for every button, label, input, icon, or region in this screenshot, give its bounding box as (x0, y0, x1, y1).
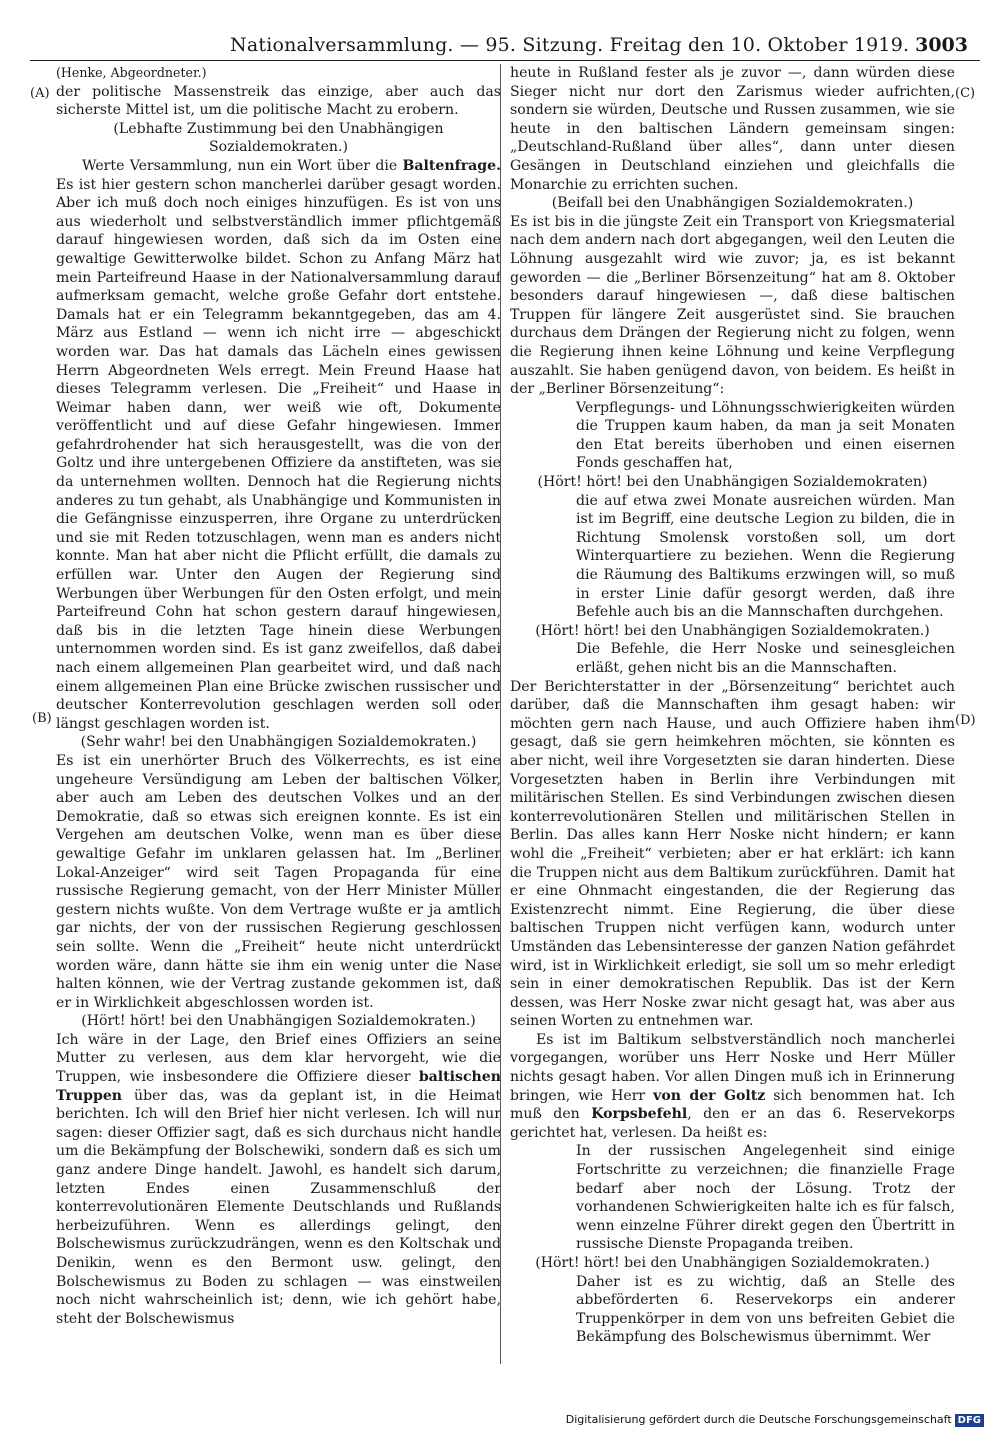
reaction: (Hört! hört! bei den Unabhängigen Sozialdemokraten.) (535, 622, 930, 639)
left-column (56, 64, 501, 1364)
quotation: Die Befehle, die Herr Noske und seinesgleichen erläßt, gehen nicht bis an die Mannschaften. (576, 641, 955, 676)
funding-notice (566, 1413, 984, 1427)
column-divider (500, 64, 501, 1364)
reaction: (Hört! hört! bei den Unabhängigen Sozialdemokraten) (537, 474, 928, 491)
bold-text: Korpsbefehl (591, 1106, 688, 1123)
paragraph (56, 157, 501, 733)
paragraph (510, 1031, 955, 1143)
quotation: Verpflegungs- und Löhnungsschwierigkeiten würden die Truppen kaum haben, da man ja seit Monaten den Etat bereits überhoben und einen eisernen Fonds geschaffen hat, (576, 399, 955, 472)
margin-mark-c: (C) (955, 86, 976, 101)
quotation: die auf etwa zwei Monate ausreichen würden. Man ist im Begriff, eine deutsche Legion zu bilden, die in Richtung Smolensk vorstoßen soll, um dort Winterquartiere zu beziehen. Wenn die Regierung die Räumung des Baltikums erzwingen will, so muß in erster Linie dafür gesorgt werden, daß ihre Befehle auch bis an die Mannschaften durchgehen. (576, 492, 955, 621)
quotation: In der russischen Angelegenheit sind einige Fortschritte zu verzeichnen; die finanzielle Frage bedarf aber noch der Lösung. Trotz der vorhandenen Schwierigkeiten halte ich es für falsch, wenn einzelne Führer direkt gegen den Übertritt in russische Dienste Propaganda treiben. (576, 1143, 955, 1253)
paragraph: Es ist bis in die jüngste Zeit ein Transport von Kriegsmaterial nach dem andern nach dort abgegangen, weil den Leuten die Löhnung ausgezahlt wird wie zuvor; ja, es ist bekannt geworden — die „Berliner Börsenzeitung“ hat am 8. Oktober besonders darauf hingewiesen —, daß diese baltischen Truppen für längere Zeit ausgerüstet sind. Sie brauchen durchaus dem Drängen der Regierung nicht zu folgen, wenn die Regierung ihnen keine Löhnung und keine Verpflegung auszahlt. Sie haben genügend davon, von beidem. Es heißt in der „Berliner Börsenzeitung“: (510, 213, 955, 398)
text-run: Ich wäre in der Lage, den Brief eines Offiziers an seine Mutter zu verlesen, aus dem klar hervorgeht, wie die Truppen, wie insbesondere die Offiziere dieser (56, 1031, 501, 1086)
paragraph: Es ist ein unerhörter Bruch des Völkerrechts, es ist eine ungeheure Versündigung am Leben der baltischen Völker, aber auch am Leben des deutschen Volkes und an der Demokratie, daß so etwas sich ereignen konnte. Es ist ein Vergehen am deutschen Volke, wenn man es über diese gewaltige Gefahr im unklaren gelassen hat. Im „Berliner Lokal-Anzeiger“ wird seit Tagen Propaganda für eine russische Regierung gemacht, von der Herr Minister Müller gestern nichts wußte. Von dem Vertrage wußte er ja amtlich gar nichts, der von der russischen Regierung geschlossen sein sollte. Wenn die „Freiheit“ heute nicht unterdrückt worden wäre, dann hätte sie ihm ein wenig unter die Nase halten können, wie der Vertrag zustande gekommen ist, daß er in Wirklichkeit abgeschlossen worden ist. (56, 752, 501, 1011)
bold-text: von der Goltz (653, 1087, 766, 1104)
paragraph: der politische Massenstreik das einzige, aber auch das sicherste Mittel ist, um die politische Macht zu erobern. (56, 83, 501, 119)
right-column (510, 64, 955, 1364)
page-number: 3003 (915, 34, 968, 56)
text-run: Werte Versammlung, nun ein Wort über die (82, 157, 403, 174)
margin-mark-b: (B) (32, 711, 52, 726)
paragraph (56, 1031, 501, 1329)
quotation: Daher ist es zu wichtig, daß an Stelle des abbeförderten 6. Reservekorps ein anderer Truppenkörper in dem von uns befreiten Gebiet die Bekämpfung des Bolschewismus übernimmt. Wer (576, 1273, 955, 1346)
reaction: (Beifall bei den Unabhängigen Sozialdemokraten.) (551, 195, 914, 212)
dfg-logo: DFG (955, 1414, 984, 1427)
speaker-label: (Henke, Abgeordneter.) (56, 65, 207, 80)
text-run: über das, was da geplant ist, in die Heimat berichten. Ich will den Brief hier nicht verlesen. Ich will nur sagen: dieser Offizier sagt, daß es sich durchaus nicht handle um die Bekämpfung der Bolschewiki, sondern daß es sich um ganz andere Dinge handelt. Jawohl, es handelt sich darum, letzten Endes einen Zusammenschluß der konterrevolutionären Elemente Deutschlands und Rußlands herbeizuführen. Wenn es allerdings gelingt, den Bolschewismus zurückzudrängen, wenn es den Koltschak und Denikin, wenn es den Bermont usw. gelingt, den Bolschewismus zu Boden zu schlagen — was einstweilen noch nicht wahrscheinlich ist; denn, wie ich gehört habe, steht der Bolschewismus (56, 1087, 501, 1327)
paragraph: Der Berichterstatter in der „Börsenzeitung“ berichtet auch darüber, daß die Mannschaften ihm gesagt haben: wir möchten gern nach Hause, und auch Offiziere haben ihm gesagt, daß sie gern heimkehren möchten, sie könnten es aber nicht, weil ihre Vorgesetzten sie daran hinderten. Diese Vorgesetzten haben in Berlin ihre Verbindungen mit militärischen Stellen. Es sind Verbindungen zwischen diesen konterrevolutionären Stellen und militärischen Stellen in Berlin. Das alles kann Herr Noske nicht hindern; er kann wohl die „Freiheit“ verbieten; aber er hat erklärt: ich kann die Truppen nicht aus dem Baltikum zurückführen. Damit hat er eine Ohnmacht eingestanden, die der Regierung das Existenzrecht nimmt. Eine Regierung, die über diese baltischen Truppen nicht verfügen kann, wodurch unter Umständen das Lebensinteresse der ganzen Nation gefährdet wird, ist in Wirklichkeit erledigt, sie soll um so mehr erledigt sein in einer demokratischen Republik. Das ist der Kern dessen, was Herr Noske zwar nicht gesagt hat, was aber aus seinen Worten zu entnehmen war. (510, 678, 955, 1030)
reaction: (Lebhafte Zustimmung bei den Unabhängigen Sozialdemokraten.) (113, 120, 444, 156)
reaction: (Hört! hört! bei den Unabhängigen Sozialdemokraten.) (535, 1255, 930, 1271)
text-run: Es ist hier gestern schon mancherlei darüber gesagt worden. Aber ich muß doch noch einiges hinzufügen. Es ist von uns aus wiederholt und selbstverständlich immer pflichtgemäß darauf hingewiesen worden, daß sich da im Osten eine gewaltige Gewitterwolke bildet. Schon zu Anfang März hat mein Parteifreund Haase in der Nationalversammlung darauf aufmerksam gemacht, welche große Gefahr dort entstehe. Damals hat er ein Telegramm bekanntgegeben, das am 4. März aus Estland — wenn ich nicht irre — abgeschickt worden war. Das hat damals das Lächeln eines gewissen Herrn Abgeordneten Wels erregt. Mein Freund Haase hat dieses Telegramm verlesen. Die „Freiheit“ und Haase in Weimar haben dann, wer weiß wie oft, Dokumente veröffentlicht und auf diese Gefahr hingewiesen. Immer gefahrdrohender hat sich herausgestellt, was die von der Goltz und ihre untergebenen Offiziere da anstifteten, was sie da unternehmen wollten. Dennoch hat die Regierung nichts anderes zu tun gehabt, als Unabhängige und Kommunisten in die Gefängnisse einzusperren, ihre Organe zu unterdrücken und sie mit Reden totzuschlagen, wenn man es anders nicht konnte. Man hat aber nicht die Pflicht erfüllt, die damals zu erfüllen war. Unter den Augen der Regierung sind Werbungen über Werbungen für den Osten erfolgt, und mein Parteifreund Cohn hat schon gestern darauf hingewiesen, daß bis in die letzten Tage hinein diese Werbungen unternommen worden sind. Es ist ganz zweifellos, daß dabei nach einem allgemeinen Plan gearbeitet wird, und daß nach einem allgemeinen Plan eine Brücke zwischen russischer und deutscher Konterrevolution geschlagen werden soll oder längst geschlagen worden ist. (56, 176, 501, 732)
page-header (30, 30, 980, 60)
header-rule (30, 60, 980, 61)
running-title: Nationalversammlung. — 95. Sitzung. Freitag den 10. Oktober 1919. (230, 34, 910, 56)
bold-text: Baltenfrage. (402, 157, 501, 174)
bold-text: baltischen Truppen (56, 1069, 501, 1104)
text-run: sich benommen hat. Ich muß den (510, 1087, 955, 1123)
margin-mark-d: (D) (955, 713, 976, 728)
paragraph: heute in Rußland fester als je zuvor —, dann würden diese Sieger nicht nur dort den Zarismus wieder aufrichten, sondern sie würden, Deutsche und Russen zusammen, wie sie heute in den baltischen Ländern gemeinsam singen: „Deutschland-Rußland über alles“, dann unter diesen Gesängen in Deutschland einziehen und gleichfalls die Monarchie zu errichten suchen. (510, 65, 955, 193)
margin-mark-a: (A) (30, 86, 50, 101)
text-run: Es ist im Baltikum selbstverständlich noch mancherlei vorgegangen, worüber uns Herr Noske und Herr Müller nichts gesagt haben. Vor allen Dingen muß ich in Erinnerung bringen, wie Herr (510, 1031, 955, 1104)
text-run: , den er an das 6. Reservekorps gerichtet hat, verlesen. Da heißt es: (510, 1106, 955, 1141)
reaction: (Hört! hört! bei den Unabhängigen Sozialdemokraten.) (81, 1013, 476, 1030)
reaction: (Sehr wahr! bei den Unabhängigen Sozialdemokraten.) (80, 734, 477, 751)
funding-text: Digitalisierung gefördert durch die Deutsche Forschungsgemeinschaft (565, 1413, 952, 1426)
